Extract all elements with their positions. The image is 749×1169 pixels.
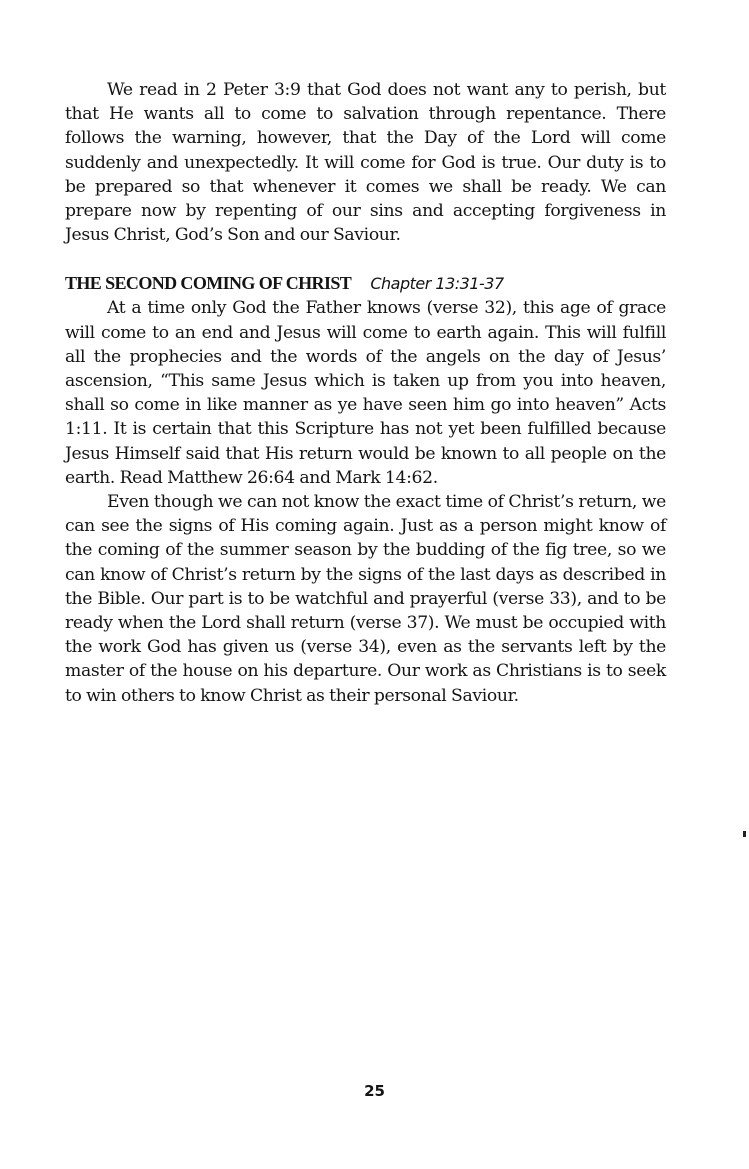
- section-heading: [65, 271, 666, 296]
- section-title: THE SECOND COMING OF CHRIST: [65, 273, 352, 294]
- page-body: [65, 78, 666, 708]
- page-number: 25: [364, 1082, 385, 1100]
- scan-speck: [743, 831, 746, 837]
- body-paragraph-signs: Even though we can not know the exact time of Christ’s return, we can see the signs of His coming again. Just as a person might know of the coming of the summer season by the budding of the fig tree, so we can know of Christ’s return by the signs of the last days as described in the Bible. Our part is to be watchful and prayerful (verse 33), and to be ready when the Lord shall return (verse 37). We must be occupied with the work God has given us (verse 34), even as the servants left by the master of the house on his departure. Our work as Christians is to seek to win others to know Christ as their personal Saviour.: [65, 492, 666, 706]
- body-paragraph-second-coming: At a time only God the Father knows (verse 32), this age of grace will come to an end and Jesus will come to earth again. This will fulfill all the prophecies and the words of the angels on the day of Jesus’ ascension, “This same Jesus which is taken up from you into heaven, shall so come in like manner as ye have seen him go into heaven” Acts 1:11. It is certain that this Scripture has not yet been fulfilled because Jesus Himself said that His return would be known to all people on the earth. Read Matthew 26:64 and Mark 14:62.: [65, 298, 666, 488]
- intro-paragraph: We read in 2 Peter 3:9 that God does not want any to perish, but that He wants all to come to salvation through repentance. There follows the warning, however, that the Day of the Lord will come suddenly and unexpectedly. It will come for God is true. Our duty is to be prepared so that whenever it comes we shall be ready. We can prepare now by repenting of our sins and accepting forgiveness in Jesus Christ, God’s Son and our Saviour.: [65, 80, 666, 246]
- chapter-reference: Chapter 13:31-37: [370, 274, 504, 294]
